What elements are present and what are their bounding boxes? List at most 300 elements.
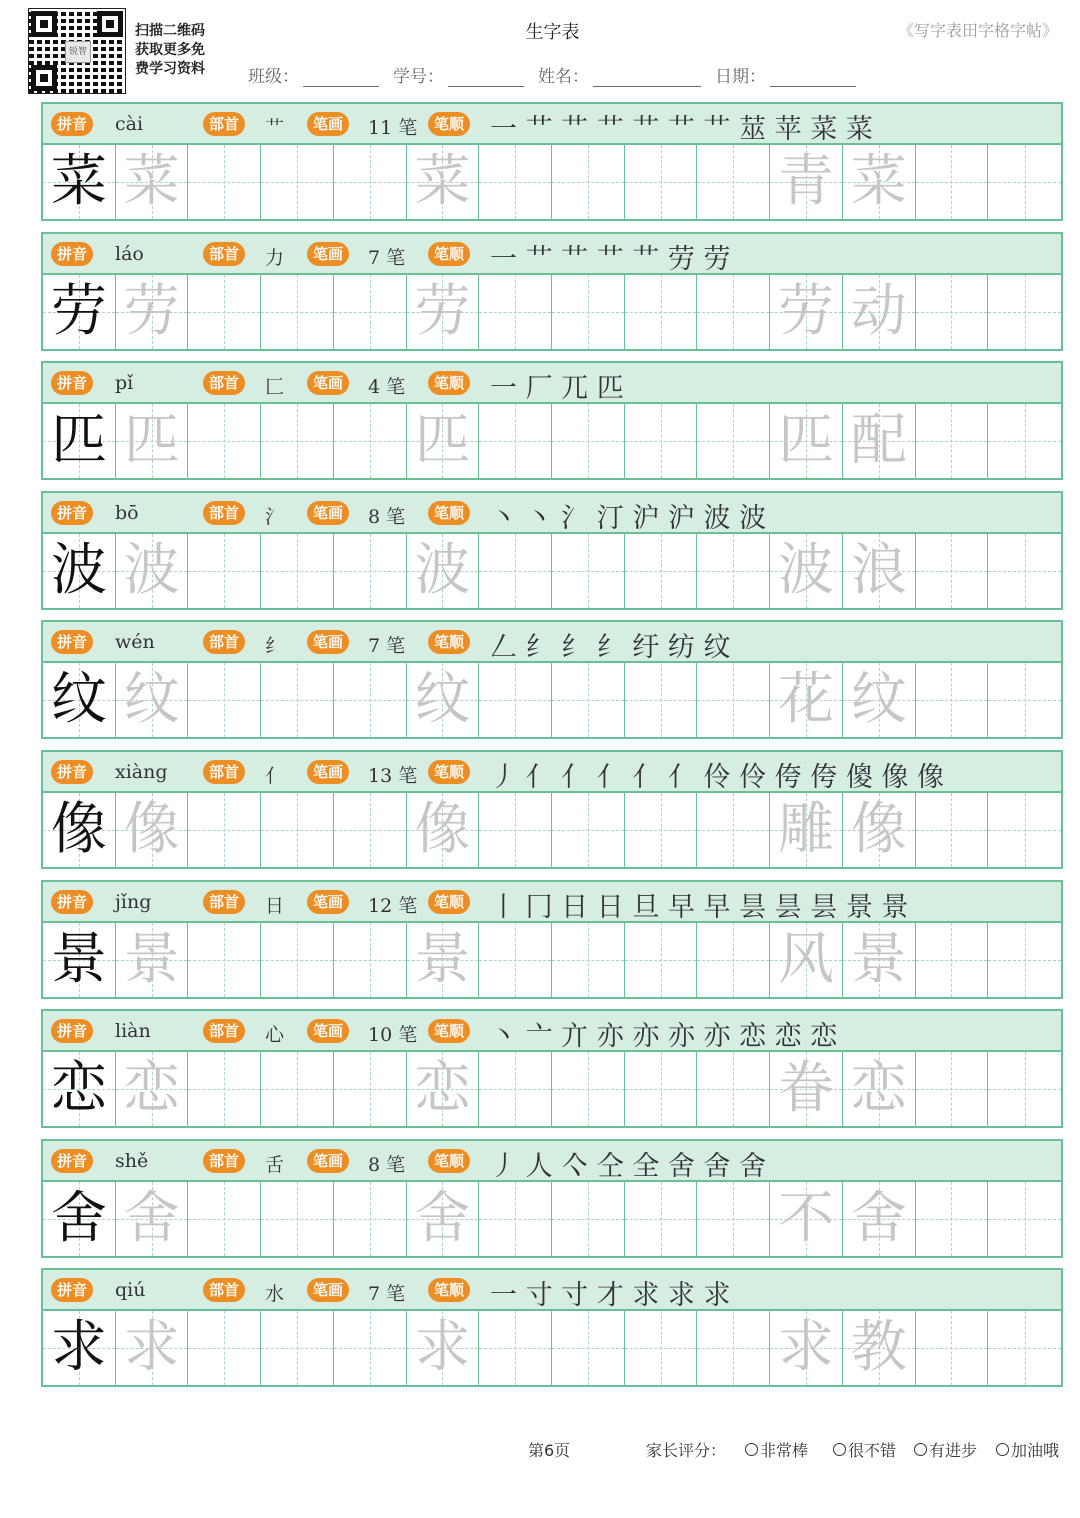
character-glyph: 动: [850, 278, 907, 344]
radio-circle-icon: [833, 1443, 846, 1456]
character-glyph: 匹: [414, 408, 471, 474]
trace-character-cell[interactable]: [407, 534, 480, 608]
pinyin-tag: 拼音: [51, 501, 93, 525]
blank-cell[interactable]: [479, 275, 552, 349]
pinyin-tag: 拼音: [51, 242, 93, 266]
blank-cell[interactable]: [697, 923, 770, 997]
strokes-value: 4 笔: [368, 376, 406, 399]
blank-cell[interactable]: [988, 145, 1061, 219]
character-glyph: 像: [123, 797, 180, 862]
blank-cell[interactable]: [988, 1182, 1061, 1256]
tianzige-grid: [41, 1052, 1063, 1128]
radical-tag: 部首: [203, 630, 245, 654]
class-field[interactable]: 班级：: [248, 62, 379, 87]
radical-value: 力: [265, 246, 285, 269]
blank-cell[interactable]: [697, 1052, 770, 1126]
character-glyph: 风: [778, 926, 835, 992]
blank-cell[interactable]: [188, 275, 261, 349]
blank-cell[interactable]: [697, 793, 770, 867]
pinyin-value: liàn: [115, 1020, 151, 1043]
blank-cell[interactable]: [552, 145, 625, 219]
student-id-field[interactable]: 学号：: [393, 62, 524, 87]
strokes-value: 10 笔: [368, 1024, 418, 1047]
blank-cell[interactable]: [479, 923, 552, 997]
blank-cell[interactable]: [334, 923, 407, 997]
pinyin-value: bō: [115, 501, 139, 524]
blank-cell[interactable]: [697, 1182, 770, 1256]
radical-value: 心: [265, 1024, 285, 1047]
stroke-order-sequence: 丶 丶 氵 汀 沪 沪 波 波: [490, 502, 767, 534]
blank-cell[interactable]: [188, 404, 261, 478]
character-info-bar: [41, 1268, 1063, 1311]
blank-cell[interactable]: [479, 145, 552, 219]
pinyin-value: pǐ: [115, 372, 134, 395]
pinyin-tag: 拼音: [51, 371, 93, 395]
radical-value: 纟: [265, 635, 285, 658]
strokes-tag: 笔画: [307, 890, 349, 914]
character-info-bar: [41, 361, 1063, 404]
blank-cell[interactable]: [916, 923, 989, 997]
model-character-cell[interactable]: [43, 404, 116, 478]
character-glyph: 求: [123, 1315, 180, 1381]
trace-character-cell[interactable]: [116, 1182, 189, 1256]
date-field[interactable]: 日期：: [715, 62, 856, 87]
word-character-cell[interactable]: [770, 923, 843, 997]
character-glyph: 恋: [414, 1056, 471, 1122]
blank-cell[interactable]: [625, 793, 698, 867]
word-character-cell[interactable]: [843, 1052, 916, 1126]
blank-cell[interactable]: [625, 404, 698, 478]
strokes-value: 7 笔: [368, 246, 406, 269]
student-fields: [248, 62, 870, 87]
character-glyph: 求: [778, 1315, 835, 1381]
trace-character-cell[interactable]: [407, 275, 480, 349]
tianzige-grid: [41, 275, 1063, 351]
blank-cell[interactable]: [552, 1052, 625, 1126]
blank-cell[interactable]: [697, 404, 770, 478]
blank-cell[interactable]: [697, 145, 770, 219]
blank-cell[interactable]: [552, 923, 625, 997]
blank-cell[interactable]: [188, 923, 261, 997]
character-glyph: 像: [50, 797, 107, 862]
blank-cell[interactable]: [625, 923, 698, 997]
radical-tag: 部首: [203, 112, 245, 136]
blank-cell[interactable]: [188, 1311, 261, 1385]
blank-cell[interactable]: [334, 275, 407, 349]
blank-cell[interactable]: [916, 1182, 989, 1256]
word-character-cell[interactable]: [843, 145, 916, 219]
character-glyph: 波: [778, 537, 835, 603]
blank-cell[interactable]: [188, 663, 261, 737]
stroke-order-tag: 笔顺: [428, 501, 470, 525]
word-character-cell[interactable]: [770, 534, 843, 608]
blank-cell[interactable]: [479, 1311, 552, 1385]
blank-cell[interactable]: [479, 663, 552, 737]
word-character-cell[interactable]: [770, 1052, 843, 1126]
blank-cell[interactable]: [188, 145, 261, 219]
character-glyph: 菜: [50, 149, 107, 214]
character-glyph: 恋: [50, 1056, 107, 1122]
blank-cell[interactable]: [697, 1311, 770, 1385]
stroke-order-sequence: 一 ⺾ 艹 艹 艹 劳 劳: [490, 243, 731, 275]
rating-option-keep-going[interactable]: 加油哦: [996, 1438, 1059, 1461]
character-glyph: 匹: [123, 408, 180, 474]
radical-value: 水: [265, 1283, 285, 1306]
character-glyph: 纹: [50, 667, 107, 733]
strokes-tag: 笔画: [307, 760, 349, 784]
blank-cell[interactable]: [552, 663, 625, 737]
pinyin-value: jǐng: [115, 890, 152, 913]
rating-option-good[interactable]: 很不错: [833, 1438, 896, 1461]
stroke-order-sequence: 丶 亠 亣 亦 亦 亦 亦 恋 恋 恋: [490, 1021, 838, 1053]
blank-cell[interactable]: [261, 404, 334, 478]
stroke-order-tag: 笔顺: [428, 1149, 470, 1173]
tianzige-grid: [41, 404, 1063, 480]
word-character-cell[interactable]: [770, 275, 843, 349]
blank-cell[interactable]: [625, 1311, 698, 1385]
character-row: [41, 750, 1063, 869]
blank-cell[interactable]: [916, 1311, 989, 1385]
blank-cell[interactable]: [334, 1311, 407, 1385]
blank-cell[interactable]: [988, 1052, 1061, 1126]
radio-circle-icon: [996, 1443, 1009, 1456]
character-info-bar: [41, 491, 1063, 534]
model-character-cell[interactable]: [43, 793, 116, 867]
character-glyph: 舍: [123, 1185, 180, 1251]
blank-cell[interactable]: [261, 534, 334, 608]
character-row: [41, 620, 1063, 739]
blank-cell[interactable]: [988, 793, 1061, 867]
character-glyph: 眷: [778, 1056, 835, 1122]
page-title: 生字表: [525, 22, 580, 43]
character-row: [41, 361, 1063, 480]
character-glyph: 配: [850, 408, 907, 474]
blank-cell[interactable]: [188, 534, 261, 608]
blank-cell[interactable]: [334, 534, 407, 608]
rating-option-progress[interactable]: 有进步: [914, 1438, 977, 1461]
strokes-value: 7 笔: [368, 1283, 406, 1306]
radical-value: 日: [265, 894, 285, 917]
word-character-cell[interactable]: [843, 534, 916, 608]
stroke-order-tag: 笔顺: [428, 242, 470, 266]
radical-value: 亻: [265, 765, 285, 787]
word-character-cell[interactable]: [770, 793, 843, 867]
trace-character-cell[interactable]: [116, 793, 189, 867]
model-character-cell[interactable]: [43, 1052, 116, 1126]
word-character-cell[interactable]: [843, 793, 916, 867]
pinyin-tag: 拼音: [51, 1149, 93, 1173]
trace-character-cell[interactable]: [116, 275, 189, 349]
stroke-order-tag: 笔顺: [428, 1019, 470, 1043]
strokes-tag: 笔画: [307, 1278, 349, 1302]
word-character-cell[interactable]: [770, 1182, 843, 1256]
blank-cell[interactable]: [625, 1182, 698, 1256]
tianzige-grid: [41, 534, 1063, 610]
character-glyph: 菜: [123, 149, 180, 214]
character-glyph: 恋: [850, 1056, 907, 1122]
trace-character-cell[interactable]: [407, 663, 480, 737]
character-glyph: 求: [50, 1315, 107, 1381]
book-title: 《写字表田字格字帖》: [897, 21, 1058, 40]
character-row: [41, 232, 1063, 351]
radio-circle-icon: [914, 1443, 927, 1456]
word-character-cell[interactable]: [843, 923, 916, 997]
blank-cell[interactable]: [334, 1182, 407, 1256]
name-field[interactable]: 姓名：: [538, 62, 701, 87]
word-character-cell[interactable]: [770, 1311, 843, 1385]
model-character-cell[interactable]: [43, 663, 116, 737]
blank-cell[interactable]: [697, 663, 770, 737]
pinyin-tag: 拼音: [51, 112, 93, 136]
word-character-cell[interactable]: [843, 1311, 916, 1385]
character-glyph: 劳: [414, 278, 471, 344]
page-header: [0, 0, 1080, 100]
word-character-cell[interactable]: [843, 404, 916, 478]
strokes-value: 13 笔: [368, 765, 418, 787]
character-glyph: 波: [123, 537, 180, 603]
pinyin-tag: 拼音: [51, 760, 93, 784]
pinyin-value: xiàng: [115, 761, 168, 783]
blank-cell[interactable]: [916, 793, 989, 867]
radical-tag: 部首: [203, 1278, 245, 1302]
character-glyph: 景: [50, 926, 107, 992]
pinyin-value: wén: [115, 631, 155, 654]
trace-character-cell[interactable]: [116, 663, 189, 737]
blank-cell[interactable]: [552, 1311, 625, 1385]
model-character-cell[interactable]: [43, 1311, 116, 1385]
blank-cell[interactable]: [552, 793, 625, 867]
character-info-bar: [41, 232, 1063, 275]
strokes-value: 11 笔: [368, 117, 418, 139]
blank-cell[interactable]: [552, 1182, 625, 1256]
character-glyph: 劳: [50, 278, 107, 344]
blank-cell[interactable]: [916, 145, 989, 219]
blank-cell[interactable]: [334, 663, 407, 737]
parent-rating-label: 家长评分：: [646, 1441, 727, 1460]
model-character-cell[interactable]: [43, 923, 116, 997]
character-glyph: 波: [414, 537, 471, 603]
character-glyph: 景: [414, 926, 471, 992]
character-glyph: 匹: [50, 408, 107, 474]
stroke-order-sequence: 一 ⺾ 艹 艹 艹 艹 艹 莁 苹 菜 菜: [490, 114, 873, 145]
blank-cell[interactable]: [188, 793, 261, 867]
trace-character-cell[interactable]: [116, 145, 189, 219]
character-info-bar: [41, 1009, 1063, 1052]
pinyin-tag: 拼音: [51, 1019, 93, 1043]
blank-cell[interactable]: [261, 923, 334, 997]
qr-logo: 锐智: [65, 41, 91, 63]
blank-cell[interactable]: [479, 1182, 552, 1256]
strokes-tag: 笔画: [307, 112, 349, 136]
blank-cell[interactable]: [334, 404, 407, 478]
stroke-order-sequence: 𠃋 纟 纟 纟 纡 纺 纹: [490, 632, 731, 664]
trace-character-cell[interactable]: [407, 793, 480, 867]
tianzige-grid: [41, 663, 1063, 739]
radical-tag: 部首: [203, 242, 245, 266]
blank-cell[interactable]: [916, 1052, 989, 1126]
blank-cell[interactable]: [479, 1052, 552, 1126]
stroke-order-tag: 笔顺: [428, 630, 470, 654]
blank-cell[interactable]: [188, 1182, 261, 1256]
strokes-value: 7 笔: [368, 635, 406, 658]
character-glyph: 舍: [50, 1185, 107, 1251]
stroke-order-tag: 笔顺: [428, 890, 470, 914]
character-info-bar: [41, 750, 1063, 793]
character-glyph: 劳: [123, 278, 180, 344]
trace-character-cell[interactable]: [407, 1052, 480, 1126]
tianzige-grid: [41, 1182, 1063, 1258]
blank-cell[interactable]: [988, 534, 1061, 608]
trace-character-cell[interactable]: [407, 1182, 480, 1256]
blank-cell[interactable]: [479, 534, 552, 608]
blank-cell[interactable]: [697, 534, 770, 608]
character-glyph: 求: [414, 1315, 471, 1381]
character-glyph: 舍: [850, 1185, 907, 1251]
character-glyph: 浪: [850, 537, 907, 603]
word-character-cell[interactable]: [770, 145, 843, 219]
pinyin-value: qiú: [115, 1279, 146, 1302]
trace-character-cell[interactable]: [116, 534, 189, 608]
radical-value: 氵: [265, 505, 285, 528]
blank-cell[interactable]: [916, 534, 989, 608]
blank-cell[interactable]: [261, 1052, 334, 1126]
stroke-order-sequence: 丿 亻 亻 亻 亻 亻 伶 伶 侉 侉 傻 像 像: [490, 762, 944, 793]
blank-cell[interactable]: [697, 275, 770, 349]
trace-character-cell[interactable]: [407, 1311, 480, 1385]
character-row: [41, 102, 1063, 221]
blank-cell[interactable]: [334, 793, 407, 867]
radical-tag: 部首: [203, 760, 245, 784]
character-glyph: 景: [123, 926, 180, 992]
blank-cell[interactable]: [552, 404, 625, 478]
blank-cell[interactable]: [261, 663, 334, 737]
character-glyph: 雕: [778, 797, 835, 862]
stroke-order-tag: 笔顺: [428, 112, 470, 136]
blank-cell[interactable]: [479, 793, 552, 867]
stroke-order-tag: 笔顺: [428, 1278, 470, 1302]
radical-tag: 部首: [203, 890, 245, 914]
character-glyph: 波: [50, 537, 107, 603]
qr-code: [28, 8, 126, 94]
blank-cell[interactable]: [552, 534, 625, 608]
blank-cell[interactable]: [916, 404, 989, 478]
blank-cell[interactable]: [625, 663, 698, 737]
word-character-cell[interactable]: [770, 404, 843, 478]
stroke-order-sequence: 丿 人 亽 仝 全 舍 舍 舍: [490, 1150, 767, 1182]
blank-cell[interactable]: [625, 275, 698, 349]
blank-cell[interactable]: [988, 404, 1061, 478]
blank-cell[interactable]: [625, 145, 698, 219]
character-glyph: 匹: [778, 408, 835, 474]
pinyin-value: láo: [115, 242, 144, 265]
radical-tag: 部首: [203, 1149, 245, 1173]
character-glyph: 景: [850, 926, 907, 992]
blank-cell[interactable]: [625, 1052, 698, 1126]
page-footer: [0, 1430, 1080, 1470]
model-character-cell[interactable]: [43, 145, 116, 219]
page-number: 第6页: [528, 1441, 571, 1460]
trace-character-cell[interactable]: [407, 145, 480, 219]
model-character-cell[interactable]: [43, 1182, 116, 1256]
blank-cell[interactable]: [479, 404, 552, 478]
blank-cell[interactable]: [261, 1182, 334, 1256]
pinyin-tag: 拼音: [51, 890, 93, 914]
radical-value: 艹: [265, 117, 285, 139]
blank-cell[interactable]: [188, 1052, 261, 1126]
character-glyph: 青: [778, 149, 835, 214]
trace-character-cell[interactable]: [116, 404, 189, 478]
strokes-tag: 笔画: [307, 630, 349, 654]
blank-cell[interactable]: [988, 275, 1061, 349]
model-character-cell[interactable]: [43, 534, 116, 608]
character-info-bar: [41, 1139, 1063, 1182]
word-character-cell[interactable]: [843, 663, 916, 737]
tianzige-grid: [41, 793, 1063, 869]
strokes-value: 8 笔: [368, 505, 406, 528]
blank-cell[interactable]: [334, 1052, 407, 1126]
radio-circle-icon: [745, 1443, 758, 1456]
pinyin-value: cài: [115, 113, 144, 135]
blank-cell[interactable]: [261, 1311, 334, 1385]
character-row: [41, 1268, 1063, 1387]
word-character-cell[interactable]: [843, 1182, 916, 1256]
model-character-cell[interactable]: [43, 275, 116, 349]
strokes-tag: 笔画: [307, 1149, 349, 1173]
trace-character-cell[interactable]: [116, 1052, 189, 1126]
character-glyph: 劳: [778, 278, 835, 344]
strokes-value: 12 笔: [368, 894, 418, 917]
character-row: [41, 491, 1063, 610]
stroke-order-tag: 笔顺: [428, 760, 470, 784]
pinyin-value: shě: [115, 1149, 149, 1172]
trace-character-cell[interactable]: [116, 1311, 189, 1385]
character-glyph: 纹: [123, 667, 180, 733]
character-glyph: 教: [850, 1315, 907, 1381]
blank-cell[interactable]: [552, 275, 625, 349]
blank-cell[interactable]: [988, 663, 1061, 737]
blank-cell[interactable]: [916, 275, 989, 349]
character-info-bar: [41, 102, 1063, 145]
blank-cell[interactable]: [916, 663, 989, 737]
trace-character-cell[interactable]: [407, 923, 480, 997]
radical-tag: 部首: [203, 371, 245, 395]
tianzige-grid: [41, 923, 1063, 999]
tianzige-grid: [41, 145, 1063, 221]
character-glyph: 菜: [850, 149, 907, 214]
stroke-order-sequence: 一 寸 寸 才 求 求 求: [490, 1280, 731, 1312]
character-glyph: 恋: [123, 1056, 180, 1122]
strokes-value: 8 笔: [368, 1153, 406, 1176]
blank-cell[interactable]: [261, 145, 334, 219]
blank-cell[interactable]: [625, 534, 698, 608]
trace-character-cell[interactable]: [407, 404, 480, 478]
word-character-cell[interactable]: [843, 275, 916, 349]
pinyin-tag: 拼音: [51, 1278, 93, 1302]
blank-cell[interactable]: [988, 923, 1061, 997]
character-glyph: 舍: [414, 1185, 471, 1251]
blank-cell[interactable]: [334, 145, 407, 219]
rating-option-excellent[interactable]: 非常棒: [745, 1438, 808, 1461]
character-info-bar: [41, 880, 1063, 923]
word-character-cell[interactable]: [770, 663, 843, 737]
trace-character-cell[interactable]: [116, 923, 189, 997]
blank-cell[interactable]: [261, 275, 334, 349]
radical-tag: 部首: [203, 1019, 245, 1043]
blank-cell[interactable]: [261, 793, 334, 867]
blank-cell[interactable]: [988, 1311, 1061, 1385]
strokes-tag: 笔画: [307, 501, 349, 525]
character-glyph: 纹: [850, 667, 907, 733]
